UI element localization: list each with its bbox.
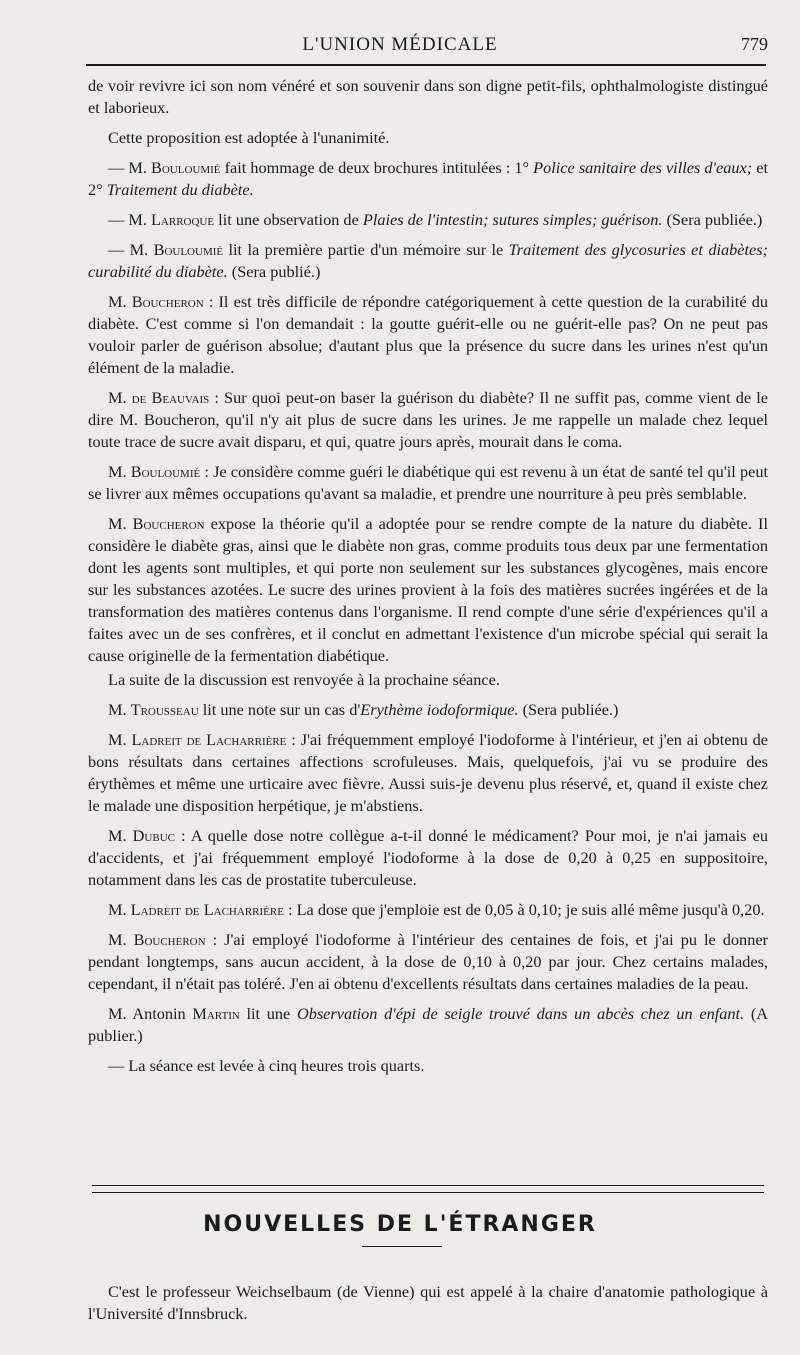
text-run: (Sera publiée.)	[662, 210, 763, 229]
text-run: — La séance est levée à cinq heures trois quarts.	[108, 1056, 425, 1075]
text-run: La suite de la discussion est renvoyée à la prochaine séance.	[108, 670, 500, 689]
text-run: (Sera publiée.)	[518, 700, 619, 719]
page-number: 779	[741, 34, 768, 54]
paragraph	[88, 669, 768, 691]
text-run: : Je considère comme guéri le diabétique qui est revenu à un état de santé tel qu'il peut se livrer aux mêmes occupations qu'avant sa maladie, et prendre une nourriture à peu près semblable.	[88, 462, 768, 503]
speaker-name: Larroque	[150, 210, 215, 229]
text-run: lit une note sur un cas d'	[198, 700, 361, 719]
text-run: M.	[108, 700, 131, 719]
speaker-name: Trousseau	[130, 700, 199, 719]
speaker-name: Boucheron	[131, 292, 204, 311]
news-paragraph: C'est le professeur Weichselbaum (de Vienne) qui est appelé à la chaire d'anatomie pathologique à l'Université d'Innsbruck.	[88, 1282, 768, 1324]
paragraph	[88, 825, 768, 891]
text-run: : J'ai employé l'iodoforme à l'intérieur des centaines de fois, et j'ai pu le donner pendant longtemps, sans aucun accident, à la dose de 0,10 à 0,20 par jour. Chez certains malades, cependant, il n'était pas toléré. J'en ai obtenu d'excellents résultats dans certaines maladies de la peau.	[88, 930, 768, 993]
paragraph	[88, 127, 768, 149]
proceedings-text	[88, 75, 768, 1085]
paragraph	[88, 899, 768, 921]
paragraph	[88, 461, 768, 505]
text-run: Cette proposition est adoptée à l'unanimité.	[108, 128, 390, 147]
text-run: M.	[108, 292, 132, 311]
text-run: fait hommage de deux brochures intitulées : 1°	[220, 158, 534, 177]
title-italic: Erythème iodoformique.	[360, 700, 519, 719]
paragraph	[88, 929, 768, 995]
running-header	[0, 34, 800, 62]
text-run: M.	[108, 826, 133, 845]
text-run: M.	[108, 514, 133, 533]
paragraph	[88, 209, 768, 231]
text-run: (Sera publié.)	[227, 262, 321, 281]
title-italic: Police sanitaire des villes d'eaux;	[533, 158, 753, 177]
title-italic: Traitement du diabète.	[106, 180, 254, 199]
paragraph	[88, 157, 768, 201]
text-run: et 2°	[88, 158, 768, 199]
speaker-name: Boucheron	[132, 514, 205, 533]
header-rule	[86, 64, 766, 66]
text-run: : A quelle dose notre collègue a-t-il donné le médicament? Pour moi, je n'ai jamais eu d'accidents, et j'ai fréquemment employé l'iodoforme à la dose de 0,20 à 0,25 en suppositoire, notamment dans les cas de prostatite tuberculeuse.	[88, 826, 768, 889]
text-run: — M.	[108, 210, 151, 229]
text-run: : J'ai fréquemment employé l'iodoforme à l'intérieur, et j'en ai obtenu de bons résultats dans certaines affections scrofuleuses. Mais, quelquefois, j'ai vu se produire des érythèmes et même une urticaire avec fièvre. Aussi suis-je devenu plus réservé, et, quand il existe chez le malade une disposition herpétique, je m'abstiens.	[88, 730, 768, 815]
journal-title: L'UNION MÉDICALE	[302, 34, 498, 55]
title-italic: Observation d'épi de seigle trouvé dans un abcès chez un enfant.	[296, 1004, 745, 1023]
paragraph	[88, 387, 768, 453]
text-run: M.	[108, 730, 132, 749]
text-run: : La dose que j'emploie est de 0,05 à 0,10; je suis allé même jusqu'à 0,20.	[283, 900, 765, 919]
speaker-name: Martin	[192, 1004, 240, 1023]
paragraph	[88, 729, 768, 817]
speaker-name: Ladreit de Lacharrière	[130, 900, 284, 919]
section-title: NOUVELLES DE L'ÉTRANGER	[203, 1212, 597, 1237]
text-run: : Il est très difficile de répondre catégoriquement à cette question de la curabilité du diabète. C'est comme si l'on demandait : la goutte guérit-elle ou ne guérit-elle pas? On ne peut pas vouloir parler de guérison absolue; d'autant plus que la présence du sucre dans les urines n'est qu'un élément de la maladie.	[88, 292, 768, 377]
text-run: — M.	[108, 158, 151, 177]
text-run: M.	[108, 462, 131, 481]
speaker-name: Bouloumié	[130, 462, 201, 481]
text-run: lit une observation de	[214, 210, 363, 229]
text-run: M.	[108, 388, 132, 407]
speaker-name: Boucheron	[133, 930, 206, 949]
title-italic: Traitement des glycosuries et diabètes; curabilité du diabète.	[88, 240, 768, 281]
paragraph	[88, 239, 768, 283]
section-separator	[92, 1185, 764, 1193]
paragraph	[88, 291, 768, 379]
title-underline	[362, 1246, 442, 1247]
speaker-name: Ladreit de Lacharrière	[131, 730, 287, 749]
text-run: — M.	[108, 240, 154, 259]
text-run: M. Antonin	[108, 1004, 193, 1023]
text-run: : Sur quoi peut-on baser la guérison du diabète? Il ne suffit pas, comme vient de le dire M. Boucheron, qu'il n'y ait plus de sucre dans les urines. Je me rappelle un malade chez lequel toute trace de sucre avait disparu, et qui, quatre jours après, mourait dans le coma.	[88, 388, 769, 451]
title-italic: Plaies de l'intestin; sutures simples; guérison.	[362, 210, 663, 229]
paragraph	[88, 513, 768, 667]
text-run: M.	[108, 900, 131, 919]
text-run: expose la théorie qu'il a adoptée pour se rendre compte de la nature du diabète. Il considère le diabète gras, ainsi que le diabète non gras, comme produits tous deux par une fermentation dont les agents sont multiples, et qui porte non seulement sur les substances glycogènes, mais encore sur les substances azotées. Le sucre des urines provient à la fois des matières sucrées ingérées et de la transformation des matières contenus dans l'organisme. Il rend compte d'une série d'expériences qu'il a faites avec un de ses confrères, et il conclut en admettant l'existence d'un microbe spécial qui serait la cause originelle de la fermentation diabétique.	[88, 514, 768, 665]
text-run: lit la première partie d'un mémoire sur le	[223, 240, 509, 259]
paragraph	[88, 1003, 768, 1047]
text-run: de voir revivre ici son nom vénéré et son souvenir dans son digne petit-fils, ophthalmologiste distingué et laborieux.	[88, 76, 768, 117]
speaker-name: de Beauvais	[131, 388, 210, 407]
paragraph	[88, 75, 768, 119]
speaker-name: Bouloumié	[150, 158, 221, 177]
speaker-name: Dubuc	[132, 826, 175, 845]
speaker-name: Bouloumié	[153, 240, 224, 259]
text-run: (A publier.)	[88, 1004, 768, 1045]
text-run: M.	[108, 930, 134, 949]
text-run: lit une	[239, 1004, 297, 1023]
paragraph	[88, 699, 768, 721]
paragraph	[88, 1055, 768, 1077]
